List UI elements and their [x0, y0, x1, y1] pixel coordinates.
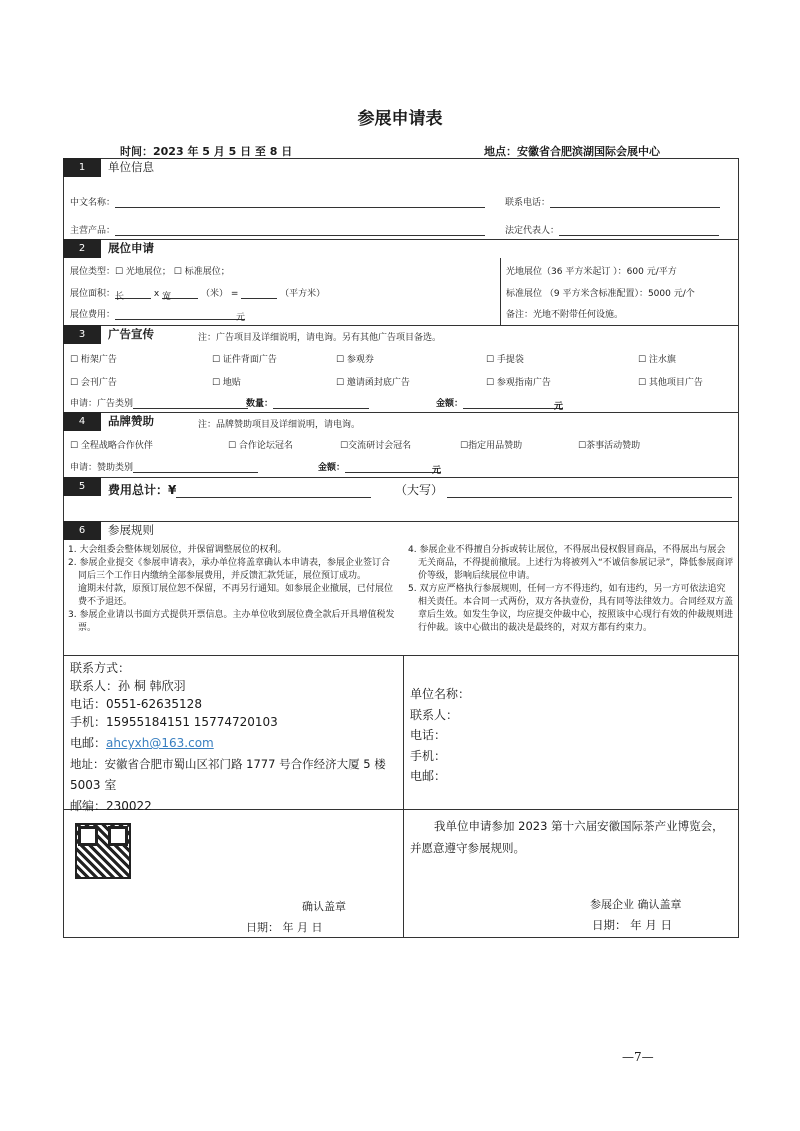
raw-space-price: 光地展位（36 平方米起订 ）：600 元/平方: [506, 267, 677, 277]
section-4-number: 4: [63, 412, 101, 431]
rule-item: 4. 参展企业不得擅自分拆或转让展位，不得展出侵权假冒商品，不得展出与展会无关商品，不得提前撤展。上述行为将被列入“不诚信参展记录”，降低参展商评价等级，影响后续展位申请。: [408, 545, 734, 581]
contact-room: 5003 室: [70, 778, 117, 792]
sponsor-option[interactable]: ☐茶事活动赞助: [578, 441, 641, 451]
ad-note: 注：广告项目及详细说明，请电询。另有其他广告项目备选。: [198, 333, 442, 343]
qr-code: [75, 823, 131, 879]
sponsor-option[interactable]: ☐ 合作论坛冠名: [228, 441, 293, 451]
sqm-unit: （平方米）: [280, 289, 326, 299]
phone-label: 联系电话：: [505, 198, 551, 208]
section-1-number: 1: [63, 158, 101, 177]
sponsor-category-field[interactable]: [133, 463, 258, 473]
organizer-seal: 确认盖章: [302, 900, 346, 913]
capital-amount-field[interactable]: [447, 486, 732, 498]
sponsor-note: 注：品牌赞助项目及详细说明，请电询。: [198, 420, 361, 430]
length-field[interactable]: 长: [115, 289, 151, 299]
section-2-title: 展位申请: [108, 241, 154, 255]
rule-item: 2. 参展企业提交《参展申请表》，承办单位将盖章确认本申请表，参展企业签订合同后三个工作日内缴纳全部参展费用，并反馈汇款凭证，展位预订成功。: [68, 558, 390, 581]
rule-item: 逾期未付款，原预订展位恕不保留，不再另行通知。如参展企业撤展，已付展位费不予退还。: [78, 584, 394, 607]
booth-area-label: 展位面积：: [70, 289, 116, 299]
capital-amount-label: （大写）: [395, 483, 444, 497]
ad-option[interactable]: ☐ 桁架广告: [70, 355, 117, 365]
sponsor-option[interactable]: ☐指定用品赞助: [460, 441, 523, 451]
applicant-email-label: 电邮：: [410, 769, 447, 783]
ad-qty-field[interactable]: [273, 399, 369, 409]
applicant-mobile-label: 手机：: [410, 748, 447, 763]
product-label: 主营产品：: [70, 226, 116, 236]
sponsor-option[interactable]: ☐ 全程战略合作伙伴: [70, 441, 153, 451]
exhibitor-seal: 参展企业 确认盖章: [590, 898, 682, 911]
total-fee-field[interactable]: [176, 486, 371, 498]
section-6-title: 参展规则: [108, 523, 154, 537]
contact-heading: 联系方式：: [70, 661, 131, 675]
ad-option[interactable]: ☐ 参观券: [336, 355, 374, 365]
exhibitor-date: 日期： 年 月 日: [592, 918, 672, 932]
sponsor-category-label: 申请：赞助类别: [70, 463, 134, 473]
section-4-title: 品牌赞助: [108, 414, 154, 428]
event-venue: 地点：安徽省合肥滨湖国际会展中心: [484, 145, 660, 158]
ad-option[interactable]: ☐ 邀请函封底广告: [336, 378, 410, 388]
section-2-number: 2: [63, 239, 101, 258]
page-title: 参展申请表: [357, 109, 443, 129]
contact-person: 联系人：孙 桐 韩欣羽: [70, 679, 186, 693]
ad-option[interactable]: ☐ 地贴: [212, 378, 241, 388]
booth-fee-label: 展位费用：: [70, 310, 116, 320]
total-fee-label: 费用总计：¥: [108, 483, 177, 497]
contact-address: 地址：安徽省合肥市蜀山区祁门路 1777 号合作经济大厦 5 楼: [70, 757, 386, 771]
area-field[interactable]: [241, 289, 277, 299]
ad-option[interactable]: ☐ 其他项目广告: [638, 378, 703, 388]
applicant-person-label: 联系人：: [410, 707, 459, 722]
legal-rep-field[interactable]: [559, 226, 719, 236]
phone-field[interactable]: [550, 198, 720, 208]
contact-tel: 电话：0551-62635128: [70, 697, 202, 711]
ad-option[interactable]: ☐ 证件背面广告: [212, 355, 277, 365]
ad-category-label: 申请：广告类别: [70, 399, 134, 409]
email-label: 电邮：: [70, 736, 107, 750]
ad-amount-field[interactable]: 元: [463, 399, 563, 409]
organizer-date: 日期： 年 月 日: [246, 921, 323, 934]
sponsor-amount-label: 金额：: [318, 463, 346, 473]
email-link[interactable]: ahcyxh@163.com: [106, 736, 214, 750]
meter-unit: （米） =: [200, 289, 239, 299]
rule-item: 5. 双方应严格执行参展规则，任何一方不得违约，如有违约，另一方可依法追究相关责任。本合同一式两份，双方各执壹份，具有同等法律效力。合同经双方盖章后生效。如发生争议，均应提交仲裁中心，按照该中心现行有效的仲裁规则进行仲裁。该中心做出的裁决是最终的，对双方都有约束力。: [408, 584, 734, 633]
rule-item: 1. 大会组委会整体规划展位，并保留调整展位的权利。: [68, 545, 287, 555]
ad-option[interactable]: ☐ 手提袋: [486, 355, 524, 365]
section-3-title: 广告宣传: [108, 327, 154, 341]
booth-note: 备注：光地不附带任何设施。: [506, 310, 624, 320]
ad-option[interactable]: ☐ 会刊广告: [70, 378, 117, 388]
section-1-title: 单位信息: [108, 160, 154, 174]
legal-rep-label: 法定代表人：: [505, 226, 560, 236]
ad-qty-label: 数量：: [246, 399, 274, 409]
organizer-contact: [70, 659, 386, 815]
contact-mobile: 手机：15955184151 15774720103: [70, 715, 278, 729]
sponsor-option[interactable]: ☐交流研讨会冠名: [340, 441, 412, 451]
chinese-name-label: 中文名称：: [70, 198, 116, 208]
event-time: 时间：2023 年 5 月 5 日 至 8 日: [120, 145, 293, 158]
sponsor-amount-field[interactable]: 元: [345, 463, 441, 473]
section-3-number: 3: [63, 325, 101, 344]
contact-zip: 邮编：230022: [70, 799, 152, 813]
application-statement: 我单位申请参加 2023 第十六届安徽国际茶产业博览会，并愿意遵守参展规则。: [410, 819, 724, 855]
ad-category-field[interactable]: [133, 399, 248, 409]
standard-booth-price: 标准展位 （9 平方米含标准配置）：5000 元/个: [506, 289, 695, 299]
section-6-number: 6: [63, 521, 101, 540]
booth-type-options[interactable]: 展位类型：☐ 光地展位； ☐ 标准展位；: [70, 267, 230, 277]
page-number: —7—: [622, 1050, 654, 1064]
applicant-tel-label: 电话：: [410, 728, 447, 742]
width-field[interactable]: 宽: [162, 289, 198, 299]
booth-fee-field[interactable]: 元: [115, 310, 245, 320]
ad-amount-label: 金额：: [436, 399, 464, 409]
applicant-info: [410, 684, 470, 787]
times-sign: x: [153, 289, 160, 299]
product-field[interactable]: [115, 226, 485, 236]
rule-item: 3. 参展企业请以书面方式提供开票信息。主办单位收到展位费全款后开具增值税发票。: [68, 610, 395, 633]
section-5-number: 5: [63, 477, 101, 496]
chinese-name-field[interactable]: [115, 198, 485, 208]
applicant-name-label: 单位名称：: [410, 687, 471, 701]
ad-option[interactable]: ☐ 参观指南广告: [486, 378, 551, 388]
ad-option[interactable]: ☐ 注水旗: [638, 355, 676, 365]
